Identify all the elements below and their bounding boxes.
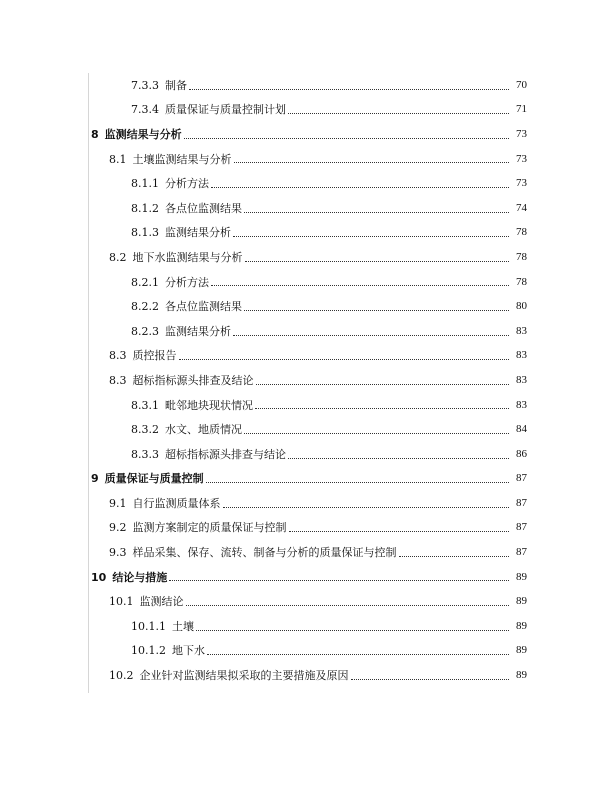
toc-entry-number: 9.1 [109, 496, 127, 510]
toc-entry-number: 8.1 [109, 152, 127, 166]
toc-entry-page: 74 [516, 201, 527, 214]
toc-entry[interactable] [0, 245, 527, 270]
toc-entry-page: 80 [516, 300, 527, 313]
toc-entry[interactable] [0, 467, 527, 492]
toc-entry-title: 企业针对监测结果拟采取的主要措施及原因 [139, 669, 349, 683]
toc-dot-leader [244, 309, 509, 311]
toc-entry-page: 84 [516, 423, 527, 436]
toc-entry[interactable] [0, 147, 527, 172]
toc-dot-leader [207, 653, 509, 655]
toc-entry[interactable] [0, 344, 527, 369]
toc-dot-leader [211, 186, 509, 188]
toc-entry-page: 87 [516, 496, 527, 509]
toc-entry-title: 自行监测质量体系 [132, 496, 221, 510]
toc-entry[interactable] [0, 663, 527, 688]
toc-dot-leader [186, 604, 510, 606]
toc-entry-title: 分析方法 [165, 177, 209, 191]
toc-entry-number: 8.1.1 [131, 177, 159, 191]
toc-entry[interactable] [0, 393, 527, 418]
toc-entry-title: 土壤 [172, 619, 194, 633]
toc-entry-title: 监测结论 [139, 595, 184, 609]
toc-entry-number: 10.1.1 [131, 619, 166, 633]
toc-entry-number: 7.3.3 [131, 78, 159, 92]
toc-dot-leader [288, 457, 509, 459]
toc-dot-leader [196, 629, 509, 631]
toc-entry[interactable] [0, 639, 527, 664]
toc-dot-leader [233, 235, 509, 237]
toc-entry-page: 87 [516, 546, 527, 559]
toc-entry-page: 78 [516, 250, 527, 263]
toc-entry-number: 8.3.3 [131, 447, 159, 461]
toc-entry-page: 89 [516, 669, 527, 682]
toc-entry-title: 地下水 [172, 644, 205, 658]
toc-entry-number: 8 [91, 127, 99, 141]
toc-entry-title: 监测结果分析 [165, 226, 231, 240]
toc-entry[interactable] [0, 98, 527, 123]
toc-entry-page: 89 [516, 644, 527, 657]
toc-entry-number: 8.3.2 [131, 423, 159, 437]
toc-dot-leader [244, 211, 509, 213]
toc-entry-page: 83 [516, 349, 527, 362]
toc-entry-title: 毗邻地块现状情况 [165, 398, 253, 412]
toc-entry-page: 71 [516, 103, 527, 116]
toc-entry-page: 73 [516, 152, 527, 165]
toc-entry[interactable] [0, 368, 527, 393]
toc-entry[interactable] [0, 221, 527, 246]
toc-dot-leader [256, 383, 510, 385]
toc-entry[interactable] [0, 442, 527, 467]
toc-entry-page: 73 [516, 127, 527, 140]
toc-entry-number: 9.3 [109, 546, 127, 560]
toc-dot-leader [244, 432, 509, 434]
toc-dot-leader [245, 260, 510, 262]
toc-entry-page: 89 [516, 595, 527, 608]
toc-entry-page: 73 [516, 177, 527, 190]
toc-entry-title: 监测结果与分析 [104, 127, 182, 141]
toc-entry-number: 8.3.1 [131, 398, 159, 412]
toc-entry[interactable] [0, 122, 527, 147]
toc-entry-title: 质量保证与质量控制 [104, 472, 204, 486]
toc-dot-leader [189, 88, 509, 90]
toc-entry-title: 各点位监测结果 [165, 300, 242, 314]
toc-entry[interactable] [0, 491, 527, 516]
toc-entry-number: 10 [91, 570, 107, 584]
toc-dot-leader [179, 358, 510, 360]
toc-entry-number: 8.1.3 [131, 226, 159, 240]
toc-entry-number: 10.2 [109, 669, 134, 683]
toc-entry[interactable] [0, 319, 527, 344]
toc-entry[interactable] [0, 294, 527, 319]
toc-entry-number: 9 [91, 472, 99, 486]
toc-dot-leader [288, 112, 509, 114]
toc-entry-title: 地下水监测结果与分析 [132, 250, 243, 264]
toc-entry[interactable] [0, 73, 527, 98]
toc-entry-page: 89 [516, 619, 527, 632]
toc-entry[interactable] [0, 614, 527, 639]
toc-entry-number: 8.2.3 [131, 324, 159, 338]
toc-entry[interactable] [0, 516, 527, 541]
toc-entry-title: 水文、地质情况 [165, 423, 242, 437]
toc-entry-number: 10.1.2 [131, 644, 166, 658]
toc-entry-title: 质控报告 [132, 349, 177, 363]
toc-entry[interactable] [0, 589, 527, 614]
toc-entry-title: 制备 [165, 78, 187, 92]
toc-entry-page: 89 [516, 570, 527, 583]
toc-entry-title: 超标指标源头排查及结论 [132, 373, 254, 387]
toc-entry-page: 87 [516, 521, 527, 534]
toc-entry[interactable] [0, 540, 527, 565]
toc-entry-number: 10.1 [109, 595, 134, 609]
toc-dot-leader [289, 530, 510, 532]
toc-dot-leader [211, 284, 509, 286]
toc-entry-number: 8.3 [109, 349, 127, 363]
toc-entry[interactable] [0, 565, 527, 590]
toc-dot-leader [223, 506, 510, 508]
toc-entry-page: 83 [516, 398, 527, 411]
toc-entry[interactable] [0, 417, 527, 442]
toc-entry-number: 9.2 [109, 521, 127, 535]
toc-entry-title: 质量保证与质量控制计划 [165, 103, 286, 117]
toc-entry-page: 83 [516, 373, 527, 386]
toc-entry-title: 各点位监测结果 [165, 201, 242, 215]
table-of-contents [0, 73, 607, 688]
toc-entry-number: 8.1.2 [131, 201, 159, 215]
toc-entry-title: 土壤监测结果与分析 [132, 152, 232, 166]
toc-entry-number: 8.2.1 [131, 275, 159, 289]
toc-dot-leader [206, 481, 509, 483]
toc-dot-leader [233, 334, 509, 336]
toc-entry-title: 监测方案制定的质量保证与控制 [132, 521, 287, 535]
toc-entry-number: 7.3.4 [131, 103, 159, 117]
toc-entry-page: 83 [516, 324, 527, 337]
toc-entry-title: 监测结果分析 [165, 324, 231, 338]
toc-entry[interactable] [0, 196, 527, 221]
toc-entry-title: 超标指标源头排查与结论 [165, 447, 286, 461]
toc-entry-page: 86 [516, 447, 527, 460]
toc-entry-page: 78 [516, 275, 527, 288]
toc-dot-leader [351, 678, 510, 680]
toc-entry-page: 87 [516, 472, 527, 485]
toc-entry-number: 8.3 [109, 373, 127, 387]
toc-entry-title: 结论与措施 [112, 570, 168, 584]
toc-entry-page: 78 [516, 226, 527, 239]
toc-entry[interactable] [0, 270, 527, 295]
toc-entry-title: 分析方法 [165, 275, 209, 289]
toc-dot-leader [399, 555, 510, 557]
toc-dot-leader [234, 161, 510, 163]
toc-dot-leader [255, 407, 509, 409]
toc-entry[interactable] [0, 171, 527, 196]
toc-dot-leader [169, 579, 509, 581]
toc-entry-page: 70 [516, 78, 527, 91]
toc-entry-number: 8.2 [109, 250, 127, 264]
toc-entry-title: 样品采集、保存、流转、制备与分析的质量保证与控制 [132, 546, 397, 560]
toc-dot-leader [184, 137, 509, 139]
toc-entry-number: 8.2.2 [131, 300, 159, 314]
